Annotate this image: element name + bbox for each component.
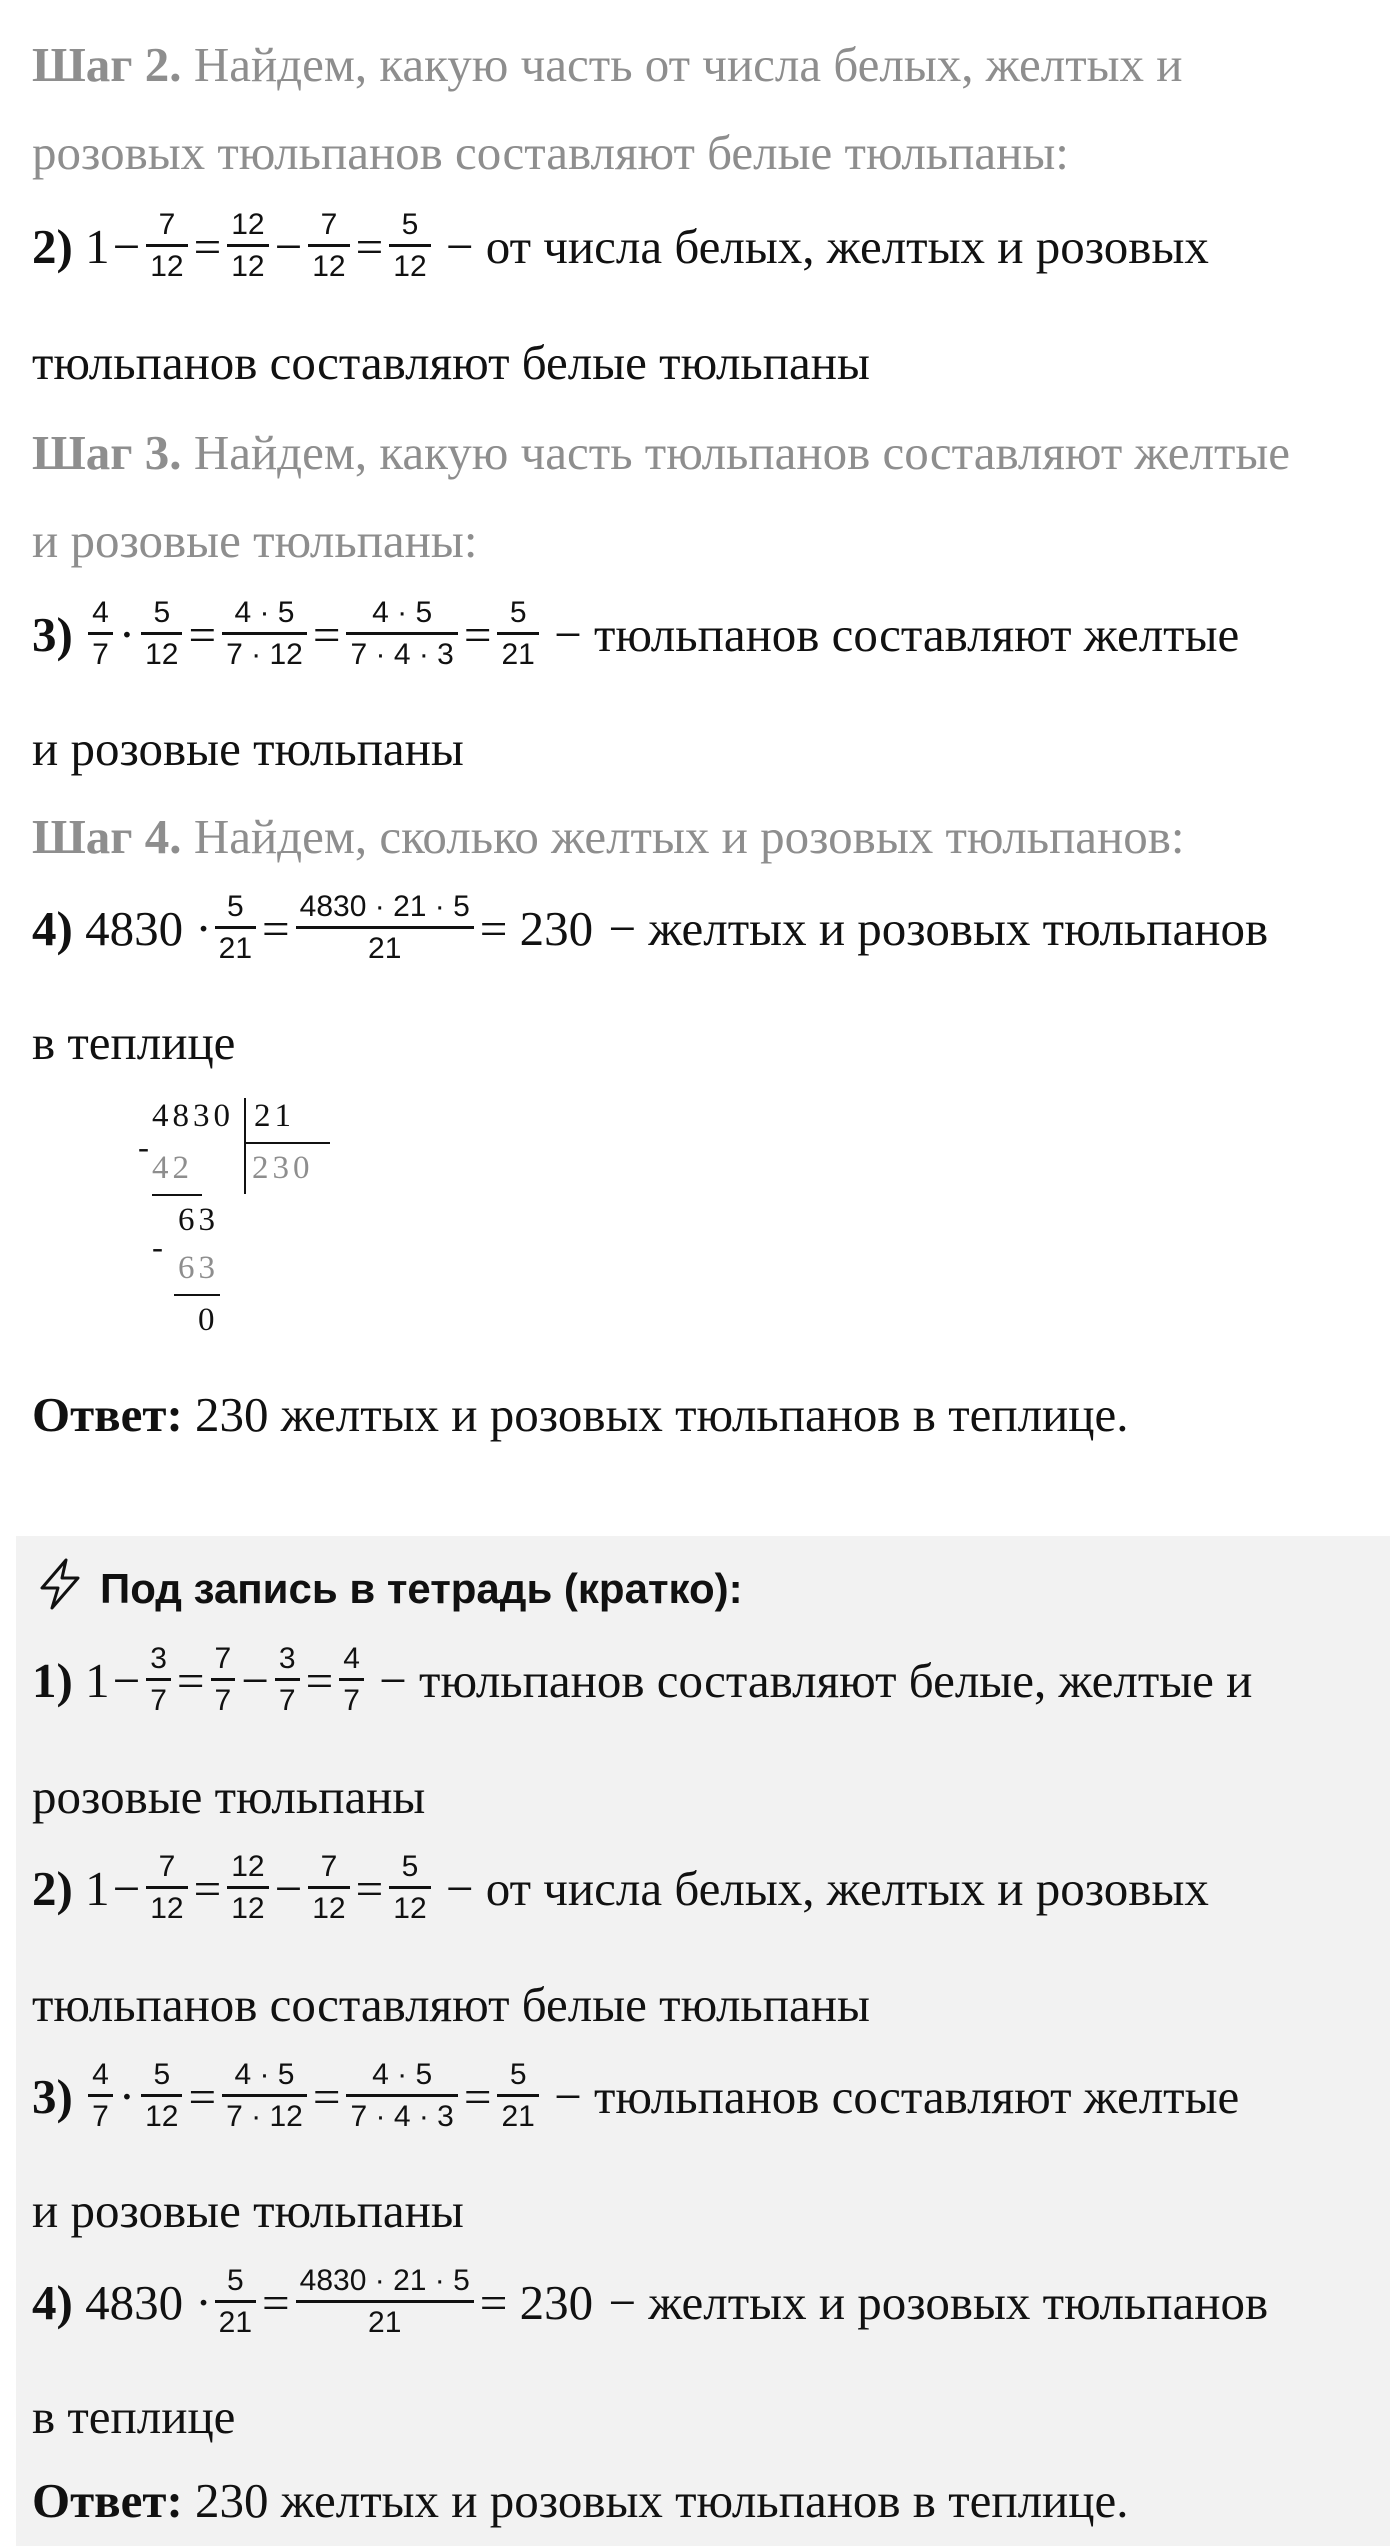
fraction: $\frac{12}{12}$ <box>227 210 268 282</box>
step4-text: Найдем, сколько желтых и розовых тюльпанов: <box>193 809 1185 864</box>
step3-label: Шаг 3. <box>32 425 182 480</box>
long-division <box>130 1098 370 1358</box>
solution-number: 4) <box>32 2274 73 2330</box>
equals-sign: = <box>176 1652 205 1708</box>
underline <box>152 1194 202 1196</box>
solution-number: 3) <box>32 606 73 662</box>
fraction: $\frac{3}{7}$ <box>275 1644 300 1716</box>
dot-sign: · <box>118 2068 136 2124</box>
dividend: 4830 <box>152 1098 234 1134</box>
result: = 230 <box>479 2274 594 2330</box>
fraction: $\frac{3}{7}$ <box>146 1644 171 1716</box>
summary-title-text: Под запись в тетрадь (кратко): <box>100 1565 743 1612</box>
result: = 230 <box>479 900 594 956</box>
equals-sign: = <box>305 1652 334 1708</box>
step3-heading <box>32 425 1384 480</box>
fraction: $\frac{12}{12}$ <box>227 1852 268 1924</box>
number: 4830 · <box>85 900 212 956</box>
step2-text-line2: розовых тюльпанов составляют белые тюльпаны: <box>32 125 1069 180</box>
solution-number: 2) <box>32 218 73 274</box>
summary4-tail: − желтых и розовых тюльпанов <box>608 2274 1269 2330</box>
equals-sign: = <box>262 2274 290 2330</box>
solution4-line2: в теплице <box>32 1015 236 1070</box>
summary-solution3 <box>32 2060 1384 2132</box>
summary3-line2: и розовые тюльпаны <box>32 2183 464 2238</box>
summary-title <box>32 1556 743 1622</box>
fraction: $\frac{5}{12}$ <box>141 598 182 670</box>
minus-sign: - <box>152 1230 167 1266</box>
equals-sign: = <box>193 218 222 274</box>
solution4-expression <box>32 892 1384 964</box>
summary-solution4 <box>32 2266 1384 2338</box>
summary-answer <box>32 2473 1384 2528</box>
minus-sign: − <box>274 1860 303 1916</box>
step4-heading <box>32 809 1384 864</box>
summary-solution2 <box>32 1852 1384 1924</box>
equals-sign: = <box>355 1860 384 1916</box>
division-vertical-line <box>244 1098 246 1194</box>
equals-sign: = <box>312 606 341 662</box>
fraction: $\frac{7}{12}$ <box>308 1852 349 1924</box>
answer-text: 230 желтых и розовых тюльпанов в теплице. <box>195 2473 1129 2528</box>
step3-text-line2: и розовые тюльпаны: <box>32 513 478 568</box>
step3-text: Найдем, какую часть тюльпанов составляют желтые <box>193 425 1291 480</box>
minus-sign: - <box>138 1130 153 1166</box>
fraction: $\frac{4830 \cdot 21 \cdot 5}{21}$ <box>296 2266 474 2338</box>
fraction: $\frac{4}{7}$ <box>88 598 113 670</box>
fraction: $\frac{4}{7}$ <box>339 1644 364 1716</box>
step2-heading <box>32 37 1384 92</box>
answer-label: Ответ: <box>32 1387 183 1442</box>
solution3-line2: и розовые тюльпаны <box>32 721 464 776</box>
fraction: $\frac{5}{12}$ <box>389 1852 430 1924</box>
answer-label: Ответ: <box>32 2473 183 2528</box>
answer <box>32 1387 1384 1442</box>
lightning-icon <box>32 1556 100 1622</box>
summary3-tail: − тюльпанов составляют желтые <box>554 2068 1240 2124</box>
equals-sign: = <box>312 2068 341 2124</box>
fraction: $\frac{4 \cdot 5}{7 \cdot 4 \cdot 3}$ <box>346 2060 457 2132</box>
equals-sign: = <box>463 2068 492 2124</box>
number: 1 <box>85 218 110 274</box>
fraction: $\frac{5}{21}$ <box>497 598 538 670</box>
fraction: $\frac{7}{12}$ <box>146 1852 187 1924</box>
fraction: $\frac{4 \cdot 5}{7 \cdot 12}$ <box>222 598 307 670</box>
minus-sign: − <box>241 1652 269 1708</box>
solution4-tail: − желтых и розовых тюльпанов <box>608 900 1269 956</box>
divisor: 21 <box>254 1098 295 1134</box>
fraction: $\frac{7}{12}$ <box>308 210 349 282</box>
fraction: $\frac{4 \cdot 5}{7 \cdot 4 \cdot 3}$ <box>346 598 457 670</box>
step2-label: Шаг 2. <box>32 37 182 92</box>
minus-sign: − <box>112 1860 141 1916</box>
step2-text: Найдем, какую часть от числа белых, желтых и <box>193 37 1183 92</box>
equals-sign: = <box>463 606 492 662</box>
fraction: $\frac{4}{7}$ <box>88 2060 113 2132</box>
subtrahend: 42 <box>152 1150 193 1186</box>
solution3-expression <box>32 598 1384 670</box>
equals-sign: = <box>262 900 290 956</box>
fraction: $\frac{5}{21}$ <box>215 892 256 964</box>
summary2-line2: тюльпанов составляют белые тюльпаны <box>32 1977 870 2032</box>
solution-number: 2) <box>32 1860 73 1916</box>
dot-sign: · <box>118 606 136 662</box>
solution-number: 4) <box>32 900 73 956</box>
solution-number: 1) <box>32 1652 73 1708</box>
minus-sign: − <box>112 1652 141 1708</box>
summary1-tail: − тюльпанов составляют белые, желтые и <box>379 1652 1253 1708</box>
solution3-tail: − тюльпанов составляют желтые <box>554 606 1240 662</box>
fraction: $\frac{7}{12}$ <box>146 210 187 282</box>
answer-text: 230 желтых и розовых тюльпанов в теплице. <box>195 1387 1129 1442</box>
fraction: $\frac{7}{7}$ <box>211 1644 236 1716</box>
fraction: $\frac{5}{21}$ <box>215 2266 256 2338</box>
number: 1 <box>85 1860 110 1916</box>
summary2-tail: − от числа белых, желтых и розовых <box>445 1860 1209 1916</box>
minus-sign: − <box>274 218 303 274</box>
underline <box>174 1294 220 1296</box>
division-horizontal-line <box>244 1142 330 1144</box>
solution2-tail: − от числа белых, желтых и розовых <box>445 218 1209 274</box>
fraction: $\frac{5}{12}$ <box>389 210 430 282</box>
summary4-line2: в теплице <box>32 2389 236 2444</box>
solution2-line2: тюльпанов составляют белые тюльпаны <box>32 335 870 390</box>
quotient: 230 <box>252 1150 314 1186</box>
remainder-intermediate: 63 <box>178 1202 219 1238</box>
equals-sign: = <box>355 218 384 274</box>
subtrahend: 63 <box>178 1250 219 1286</box>
solution-number: 3) <box>32 2068 73 2124</box>
fraction: $\frac{4830 \cdot 21 \cdot 5}{21}$ <box>296 892 474 964</box>
fraction: $\frac{5}{21}$ <box>497 2060 538 2132</box>
number: 1 <box>85 1652 110 1708</box>
step4-label: Шаг 4. <box>32 809 182 864</box>
summary-solution1 <box>32 1644 1384 1716</box>
fraction: $\frac{4 \cdot 5}{7 \cdot 12}$ <box>222 2060 307 2132</box>
solution2-expression <box>32 210 1384 282</box>
equals-sign: = <box>188 2068 217 2124</box>
minus-sign: − <box>112 218 141 274</box>
number: 4830 · <box>85 2274 212 2330</box>
equals-sign: = <box>193 1860 222 1916</box>
fraction: $\frac{5}{12}$ <box>141 2060 182 2132</box>
equals-sign: = <box>188 606 217 662</box>
remainder: 0 <box>198 1302 219 1338</box>
summary1-line2: розовые тюльпаны <box>32 1769 426 1824</box>
